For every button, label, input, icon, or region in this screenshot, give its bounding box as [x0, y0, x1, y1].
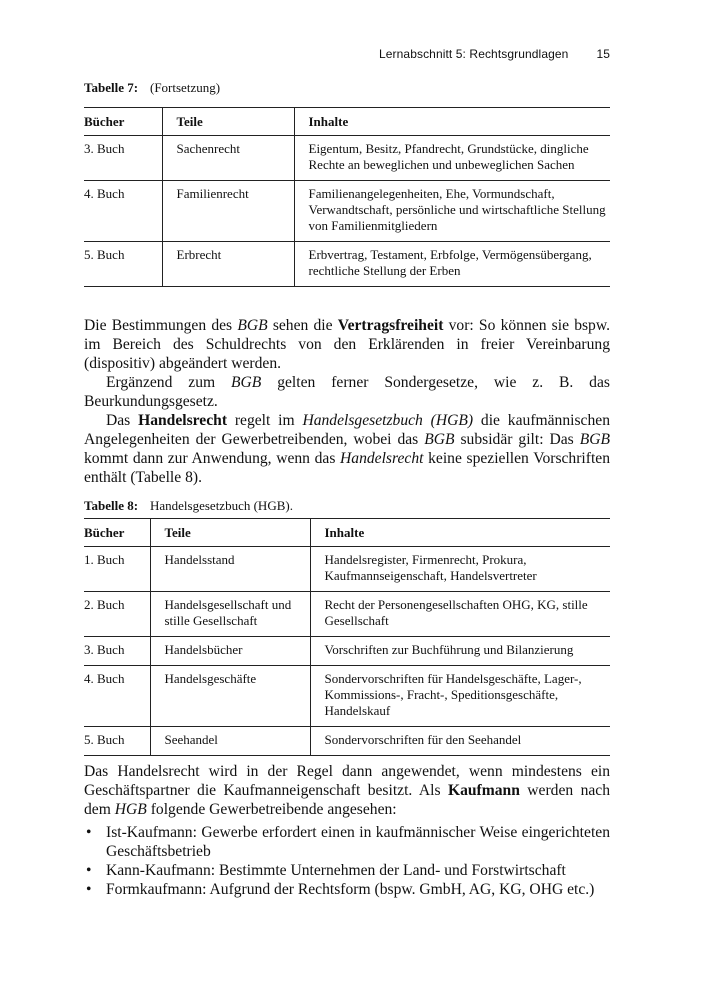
page-number: 15: [596, 47, 610, 61]
table-cell: 4. Buch: [84, 666, 150, 727]
table-cell: Handelsregister, Firmenrecht, Prokura, Kaufmannseigenschaft, Handelsvertreter: [310, 547, 610, 592]
table7-caption-text: (Fortsetzung): [150, 80, 221, 95]
column-header: Bücher: [84, 108, 162, 136]
table-cell: Handelsbücher: [150, 637, 310, 666]
column-header: Teile: [150, 519, 310, 547]
table7: [84, 107, 610, 287]
table-row: [84, 242, 610, 287]
chapter-title: Lernabschnitt 5: Rechtsgrundlagen: [379, 47, 569, 61]
body-text-lower: [84, 762, 610, 819]
bullet-icon: •: [86, 824, 92, 841]
list-item: • Formkaufmann: Aufgrund der Rechtsform (bspw. GmbH, AG, KG, OHG etc.): [86, 881, 595, 898]
table-header-row: [84, 108, 610, 136]
table-cell: Erbvertrag, Testament, Erbfolge, Vermögensübergang, rechtliche Stellung der Erben: [294, 242, 610, 287]
paragraph: Ergänzend zum BGB gelten ferner Sondergesetze, wie z. B. das Beurkundungsgesetz.: [84, 374, 610, 410]
column-header: Teile: [162, 108, 294, 136]
paragraph: Das Handelsrecht wird in der Regel dann angewendet, wenn mindestens ein Geschäftspartner die Kaufmanneigenschaft besitzt. Als Kaufmann werden nach dem HGB folgende Gewerbetreibende angesehen:: [84, 763, 611, 818]
list-item: • Kann-Kaufmann: Bestimmte Unternehmen der Land- und Forstwirtschaft: [86, 862, 566, 879]
table-cell: Seehandel: [150, 727, 310, 756]
table-cell: Sondervorschriften für den Seehandel: [310, 727, 610, 756]
kaufmann-list: [84, 823, 610, 899]
bullet-icon: •: [86, 881, 92, 898]
table-row: [84, 592, 610, 637]
bullet-icon: •: [86, 862, 92, 879]
table-row: [84, 637, 610, 666]
table-cell: Eigentum, Besitz, Pfandrecht, Grundstücke, dingliche Rechte an beweglichen und unbeweglichen Sachen: [294, 136, 610, 181]
table-row: [84, 727, 610, 756]
table-cell: Sondervorschriften für Handelsgeschäfte, Lager-, Kommissions-, Fracht-, Speditionsgeschäfte, Handelskauf: [310, 666, 610, 727]
table-row: [84, 181, 610, 242]
paragraph: Die Bestimmungen des BGB sehen die Vertragsfreiheit vor: So können sie bspw. im Bereich des Schuldrechts von den Erklärenden in freier Vereinbarung (dispositiv) abgeändert werden.: [84, 317, 611, 372]
table-cell: Vorschriften zur Buchführung und Bilanzierung: [310, 637, 610, 666]
table-cell: Handelsgeschäfte: [150, 666, 310, 727]
table-cell: 1. Buch: [84, 547, 150, 592]
table-cell: 3. Buch: [84, 136, 162, 181]
table-cell: 3. Buch: [84, 637, 150, 666]
column-header: Inhalte: [310, 519, 610, 547]
list-item: • Ist-Kaufmann: Gewerbe erfordert einen in kaufmännischer Weise eingerichteten Geschäftsbetrieb: [86, 824, 610, 860]
table8-label: Tabelle 8:: [84, 498, 139, 513]
table-cell: 2. Buch: [84, 592, 150, 637]
table-cell: 5. Buch: [84, 727, 150, 756]
table-cell: Familienangelegenheiten, Ehe, Vormundschaft, Verwandtschaft, persönliche und wirtschaftliche Stellung von Familienmitgliedern: [294, 181, 610, 242]
running-header: [0, 47, 610, 61]
table-cell: 5. Buch: [84, 242, 162, 287]
table-cell: Sachenrecht: [162, 136, 294, 181]
table-cell: Erbrecht: [162, 242, 294, 287]
table7-caption: [84, 80, 220, 96]
table-cell: 4. Buch: [84, 181, 162, 242]
paragraph: Das Handelsrecht regelt im Handelsgesetzbuch (HGB) die kaufmännischen Angelegenheiten der Gewerbetreibenden, wobei das BGB subsidär gilt: Das BGB kommt dann zur Anwendung, wenn das Handelsrecht keine speziellen Vorschriften enthält (Tabelle 8).: [84, 412, 610, 486]
table-row: [84, 666, 610, 727]
table-header-row: [84, 519, 610, 547]
table-cell: Handelsgesellschaft und stille Gesellschaft: [150, 592, 310, 637]
column-header: Inhalte: [294, 108, 610, 136]
table-cell: Familienrecht: [162, 181, 294, 242]
column-header: Bücher: [84, 519, 150, 547]
table-row: [84, 547, 610, 592]
table7-label: Tabelle 7:: [84, 80, 139, 95]
table8-caption: [84, 498, 293, 514]
table-row: [84, 136, 610, 181]
table8-caption-text: Handelsgesetzbuch (HGB).: [150, 498, 293, 513]
table8: [84, 518, 610, 756]
table-cell: Handelsstand: [150, 547, 310, 592]
body-text-upper: [84, 316, 610, 487]
table-cell: Recht der Personengesellschaften OHG, KG, stille Gesellschaft: [310, 592, 610, 637]
